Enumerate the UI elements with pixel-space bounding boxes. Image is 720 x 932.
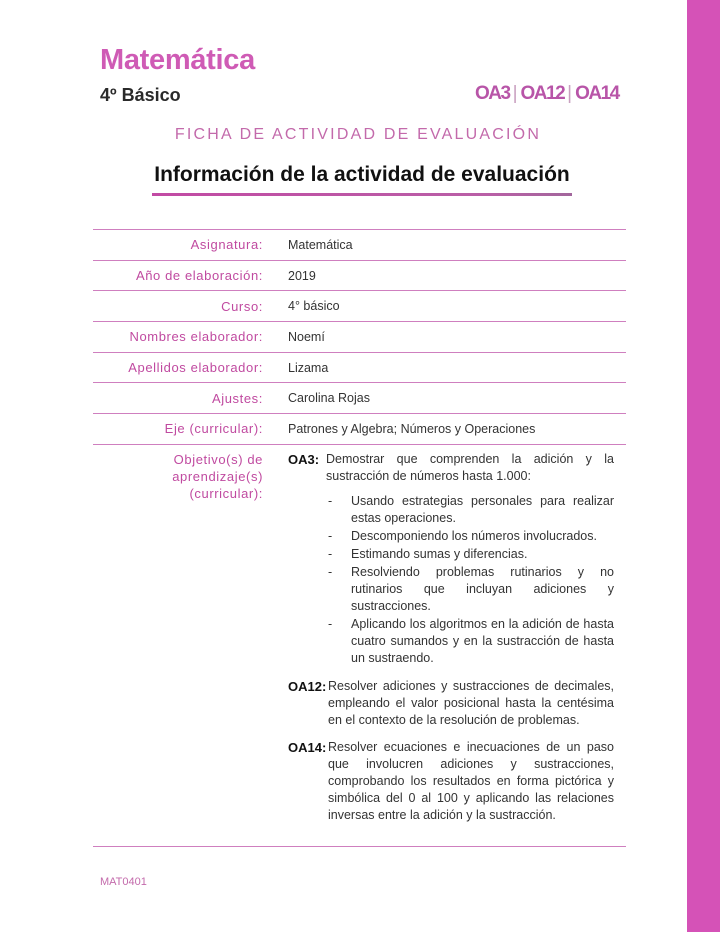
dash-marker: - <box>328 616 333 631</box>
table-row <box>93 230 626 261</box>
objective-text <box>326 451 614 668</box>
ficha-heading <box>0 126 720 144</box>
dash-marker: - <box>328 564 333 579</box>
objective-text: Resolver adiciones y sustracciones de decimales, empleando el valor posicional hasta la centésima en el contexto de la resolución de problemas. <box>328 678 614 727</box>
row-label: Ajustes: <box>211 390 263 406</box>
bullet-text: Aplicando los algoritmos en la adición de hasta cuatro sumandos y en la sustracción de hasta un sustraendo. <box>351 616 614 665</box>
label-line: (curricular): <box>189 485 263 501</box>
subject-title: Matemática <box>100 44 255 76</box>
row-value: Matemática <box>288 237 353 252</box>
objective-bullets <box>326 493 614 667</box>
objective-code: OA3: <box>288 451 320 467</box>
table-row <box>93 414 626 445</box>
objective-text: Resolver ecuaciones e inecuaciones de un paso que involucren adiciones y sustracciones, comprobando los resultados en forma pictórica y simbólica del 0 al 100 y aplicando las relaciones inversas entre la adición y la sustracción. <box>328 739 614 822</box>
row-label: Año de elaboración: <box>135 268 263 284</box>
table-row <box>93 383 626 414</box>
row-label: Asignatura: <box>190 237 263 253</box>
document-code: MAT0401 <box>100 876 147 888</box>
row-label: Nombres elaborador: <box>129 329 263 345</box>
objectives-list <box>288 451 614 834</box>
row-label: Curso: <box>221 298 263 314</box>
objective-code: OA14: <box>288 739 327 755</box>
bullet-item <box>326 493 614 527</box>
table-row <box>93 353 626 384</box>
objective-oa3 <box>288 451 614 668</box>
row-label: Apellidos elaborador: <box>128 360 263 376</box>
row-value: Carolina Rojas <box>288 391 370 406</box>
ficha-label: FICHA DE ACTIVIDAD DE EVALUACIÓN <box>174 126 542 143</box>
table-row <box>93 261 626 292</box>
objective-oa14 <box>288 739 614 824</box>
label-line: aprendizaje(s) <box>172 468 263 484</box>
oa-codes-header <box>475 83 619 105</box>
bullet-item <box>326 528 614 545</box>
bullet-item <box>326 564 614 615</box>
objective-description: Demostrar que comprenden la adición y la sustracción de números hasta 1.000: <box>326 451 614 483</box>
row-label: Eje (curricular): <box>164 421 263 437</box>
oa-code-2: OA12 <box>520 83 565 104</box>
row-value: 2019 <box>288 268 316 283</box>
bullet-item <box>326 616 614 667</box>
objectives-label <box>93 451 263 502</box>
oa-code-3: OA14 <box>575 83 619 104</box>
table-row <box>93 291 626 322</box>
bullet-text: Usando estrategias personales para realizar estas operaciones. <box>351 493 614 525</box>
label-line: Objetivo(s) de <box>173 451 263 467</box>
row-value: 4° básico <box>288 299 340 314</box>
dash-marker: - <box>328 493 333 508</box>
objective-oa12 <box>288 678 614 729</box>
bullet-text: Descomponiendo los números involucrados. <box>351 528 597 543</box>
dash-marker: - <box>328 528 333 543</box>
table-row <box>93 322 626 353</box>
row-value: Noemí <box>288 329 325 344</box>
bullet-text: Estimando sumas y diferencias. <box>351 546 528 561</box>
info-table <box>93 229 626 847</box>
grade-label: 4º Básico <box>100 85 181 105</box>
oa-code-1: OA3 <box>475 83 510 104</box>
row-value: Patrones y Algebra; Números y Operaciones <box>288 421 536 436</box>
section-title: Información de la actividad de evaluación <box>154 163 570 186</box>
bullet-item <box>326 546 614 563</box>
objectives-row <box>93 445 626 847</box>
separator: | <box>512 83 518 104</box>
row-value: Lizama <box>288 360 329 375</box>
objective-code: OA12: <box>288 678 327 694</box>
separator: | <box>567 83 573 104</box>
dash-marker: - <box>328 546 333 561</box>
bullet-text: Resolviendo problemas rutinarios y no rutinarios que incluyan adiciones y sustracciones. <box>351 564 614 613</box>
title-underline <box>152 193 572 196</box>
